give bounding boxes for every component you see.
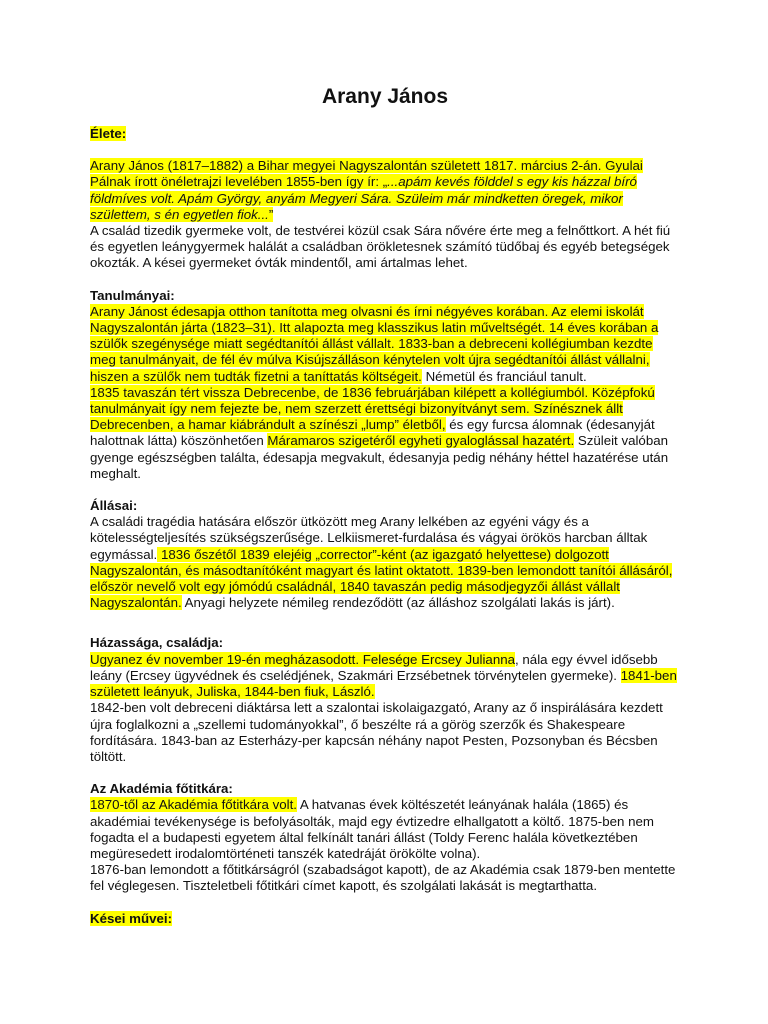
section-heading-allasai: Állásai: bbox=[90, 498, 138, 514]
elete-paragraph-1: Arany János (1817–1882) a Bihar megyei Nagyszalontán született 1817. március 2-án. Gyulai Pálnak írott önéletrajzi levelében 1855-ben így ír: „...apám kevés földdel s egy kis házzal bíró földmíves volt. Apám György, anyám Megyeri Sára. Szüleim már mindketten öregek, mikor születtem, s én egyetlen fiok...” bbox=[90, 158, 643, 222]
section-heading-elete: Élete: bbox=[90, 126, 127, 141]
document-page bbox=[90, 84, 680, 927]
section-heading-kesei: Kései művei: bbox=[90, 910, 173, 926]
section-heading-akademia: Az Akadémia főtitkára: bbox=[90, 781, 233, 797]
akademia-paragraph-1: 1870-től az Akadémia főtitkára volt. A hatvanas évek költészetét leányának halála (1865) és akadémiai tevékenysége is befolyásolták, majd egy évtizedre elhallgatott a költő. 1875-ben nem fogadta el a budapesti egyetem által felkínált tanári állást (Toldy Ferenc halála következtében megüresedett irodalomtörténeti tanszék katedráját örökölte volna). bbox=[90, 797, 654, 861]
elete-paragraph-2: A család tizedik gyermeke volt, de testvérei közül csak Sára nővére érte meg a felnőttkort. A hét fiú és egyetlen leánygyermek halálát a családban örökletesnek számító tüdőbaj és egyéb betegségek okozták. A kései gyermeket óvták mindentől, ami ártalmas lehet. bbox=[90, 223, 671, 271]
page-title: Arany János bbox=[321, 85, 449, 108]
hazassaga-paragraph-2: 1842-ben volt debreceni diáktársa lett a szalontai iskolaigazgató, Arany az ő inspirálására kezdett újra foglalkozni a „szellemi tudományokkal”, ő beszélte rá a görög szerzők és Shakespeare fordítására. 1843-ban az Esterházy-per kapcsán néhány napot Pesten, Pozsonyban és Bécsben töltött. bbox=[90, 700, 663, 764]
allasai-paragraph: A családi tragédia hatására először ütközött meg Arany lelkében az egyéni vágy és a kötelességteljesítés szükségszerűsége. Lelkiismeret-furdalása és vágyai örökös harcban álltak egymással. 1836 őszétől 1839 elejéig „corrector”-ként (az igazgató helyettese) dolgozott Nagyszalontán, és másodtanítóként magyart és latint oktatott. 1839-ben lemondott tanítói állásáról, először nevelő volt egy jómódú családnál, 1840 tavaszán pedig másodjegyzői állást vállalt Nagyszalontán. Anyagi helyzete némileg rendeződött (az álláshoz szolgálati lakás is járt). bbox=[90, 514, 673, 611]
hazassaga-paragraph-1: Ugyanez év november 19-én megházasodott. Felesége Ercsey Julianna, nála egy évvel idősebb leány (Ercsey ügyvédnek és cselédjének, Szakmári Erzsébetnek törvénytelen gyermeke). 1841-ben született leányuk, Juliska, 1844-ben fiuk, László. bbox=[90, 651, 677, 700]
section-heading-hazassaga: Házassága, családja: bbox=[90, 635, 224, 651]
section-heading-tanulmanyai: Tanulmányai: bbox=[90, 287, 175, 303]
tanulmanyai-paragraph: Arany Jánost édesapja otthon tanította meg olvasni és írni négyéves korában. Az elemi iskolát Nagyszalontán járta (1823–31). Itt alapozta meg klasszikus latin műveltségét. 14 éves korában a szülők szegénysége miatt segédtanítói állást vállalt. 1833-ban a debreceni kollégiumban kezdte meg tanulmányait, de fél év múlva Kisújszálláson kénytelen volt újra segédtanítói állást vállalni, hiszen a szülők nem tudták fizetni a taníttatás költségeit. Németül és franciául tanult. 1835 tavaszán tért vissza Debrecenbe, de 1836 februárjában kilépett a kollégiumból. Középfokú tanulmányait így nem fejezte be, nem szerzett érettségi bizonyítványt sem. Színésznek állt Debrecenben, a hamar kiábrándult a színészi „lump” életből, és egy furcsa álomnak (édesanyját halottnak látta) köszönhetően Máramaros szigetéről egyheti gyaloglással hazatért. Szüleit valóban gyenge egészségben találta, édesapja megvakult, édesanyja pedig néhány héttel hazatérése után meghalt. bbox=[90, 303, 669, 481]
akademia-paragraph-2: 1876-ban lemondott a főtitkárságról (szabadságot kapott), de az Akadémia csak 1879-ben mentette fel véglegesen. Tiszteletbeli főtitkári címet kapott, és szolgálati lakását is megtarthatta. bbox=[90, 862, 676, 894]
